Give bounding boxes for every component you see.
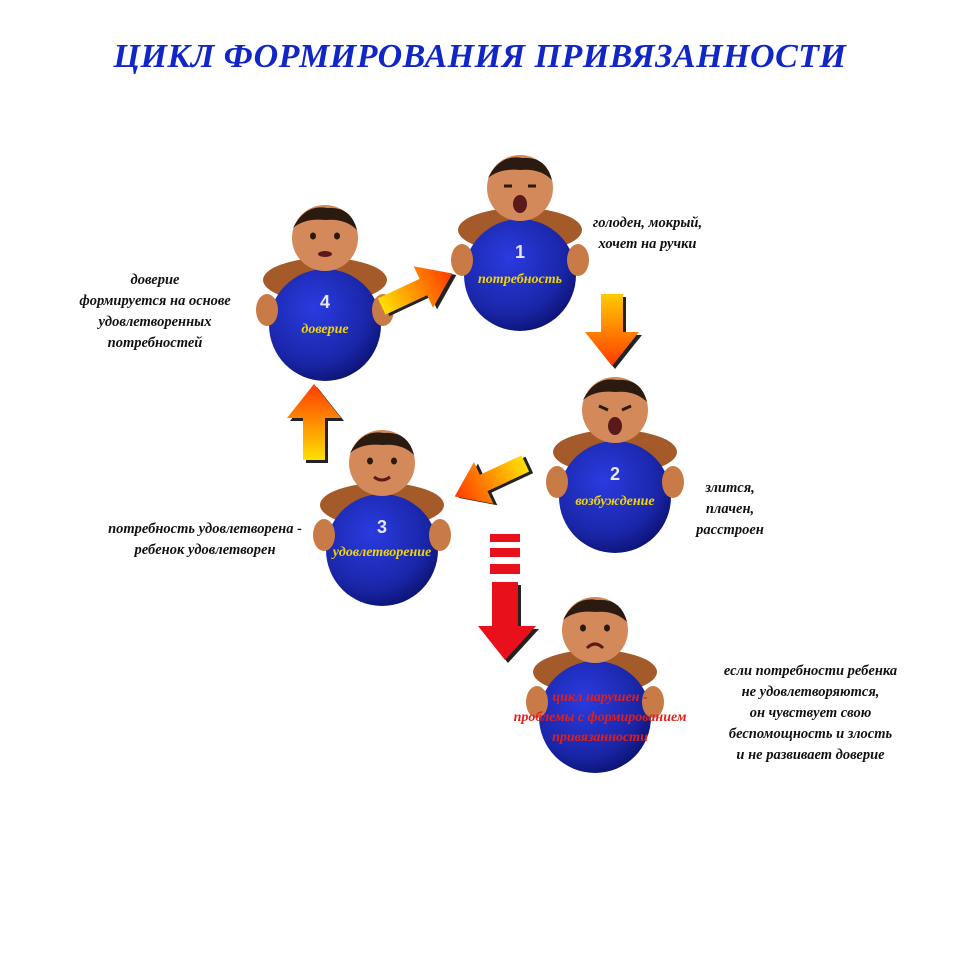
- note-line: голоден, мокрый,: [592, 215, 703, 231]
- baby-figure-broken-cycle: [525, 592, 665, 777]
- note-line: плачен,: [705, 501, 755, 517]
- note-line: не удовлетворяются,: [741, 684, 880, 700]
- note-arousal: [670, 478, 790, 541]
- broken-cycle-line: цикл нарушен -: [552, 690, 648, 705]
- note-need: [570, 213, 725, 255]
- note-trust: [55, 270, 255, 354]
- ball-label-satisfaction: удовлетворение: [332, 545, 432, 560]
- note-line: потребностей: [107, 335, 203, 351]
- baby-figure-need: [450, 150, 590, 335]
- broken-cycle-label: [490, 688, 710, 748]
- stage-number-text: 3: [376, 517, 388, 537]
- note-line: если потребности ребенка: [723, 663, 898, 679]
- note-line: формируется на основе: [79, 293, 231, 309]
- note-line: расстроен: [696, 522, 764, 538]
- broken-cycle-line: проблемы с формированием: [513, 710, 687, 725]
- page-title: ЦИКЛ ФОРМИРОВАНИЯ ПРИВЯЗАННОСТИ: [113, 38, 847, 75]
- note-line: потребность удовлетворена -: [108, 521, 302, 537]
- arrow-4-to-1: [372, 255, 462, 325]
- note-line: хочет на ручки: [598, 236, 697, 252]
- note-line: удовлетворенных: [98, 314, 212, 330]
- stage-number-text: 4: [319, 292, 331, 312]
- note-line: он чувствует свою: [749, 705, 872, 721]
- stage-number-text: 1: [514, 242, 526, 262]
- arrow-3-to-4: [285, 380, 345, 465]
- arrow-1-to-2: [583, 290, 643, 370]
- arrow-broken-cycle: [476, 530, 540, 665]
- ball-label-trust: доверие: [301, 322, 349, 337]
- note-satisfaction: [75, 519, 335, 561]
- note-line: ребенок удовлетворен: [134, 542, 276, 558]
- ball-label-arousal: возбуждение: [575, 494, 655, 509]
- note-line: и не развивает доверие: [736, 747, 885, 763]
- ball-label-need: потребность: [478, 272, 562, 287]
- arrow-2-to-3: [445, 445, 535, 515]
- baby-figure-arousal: [545, 372, 685, 557]
- broken-cycle-line: привязанности: [552, 730, 648, 745]
- baby-on-ball-icon: [450, 150, 590, 335]
- note-line: беспомощность и злость: [728, 726, 893, 742]
- note-line: злится,: [705, 480, 755, 496]
- baby-on-ball-icon: [525, 592, 665, 777]
- stage-number-text: 2: [609, 464, 621, 484]
- note-line: доверие: [130, 272, 180, 288]
- baby-on-ball-icon: [545, 372, 685, 557]
- note-broken-cycle: [698, 661, 923, 766]
